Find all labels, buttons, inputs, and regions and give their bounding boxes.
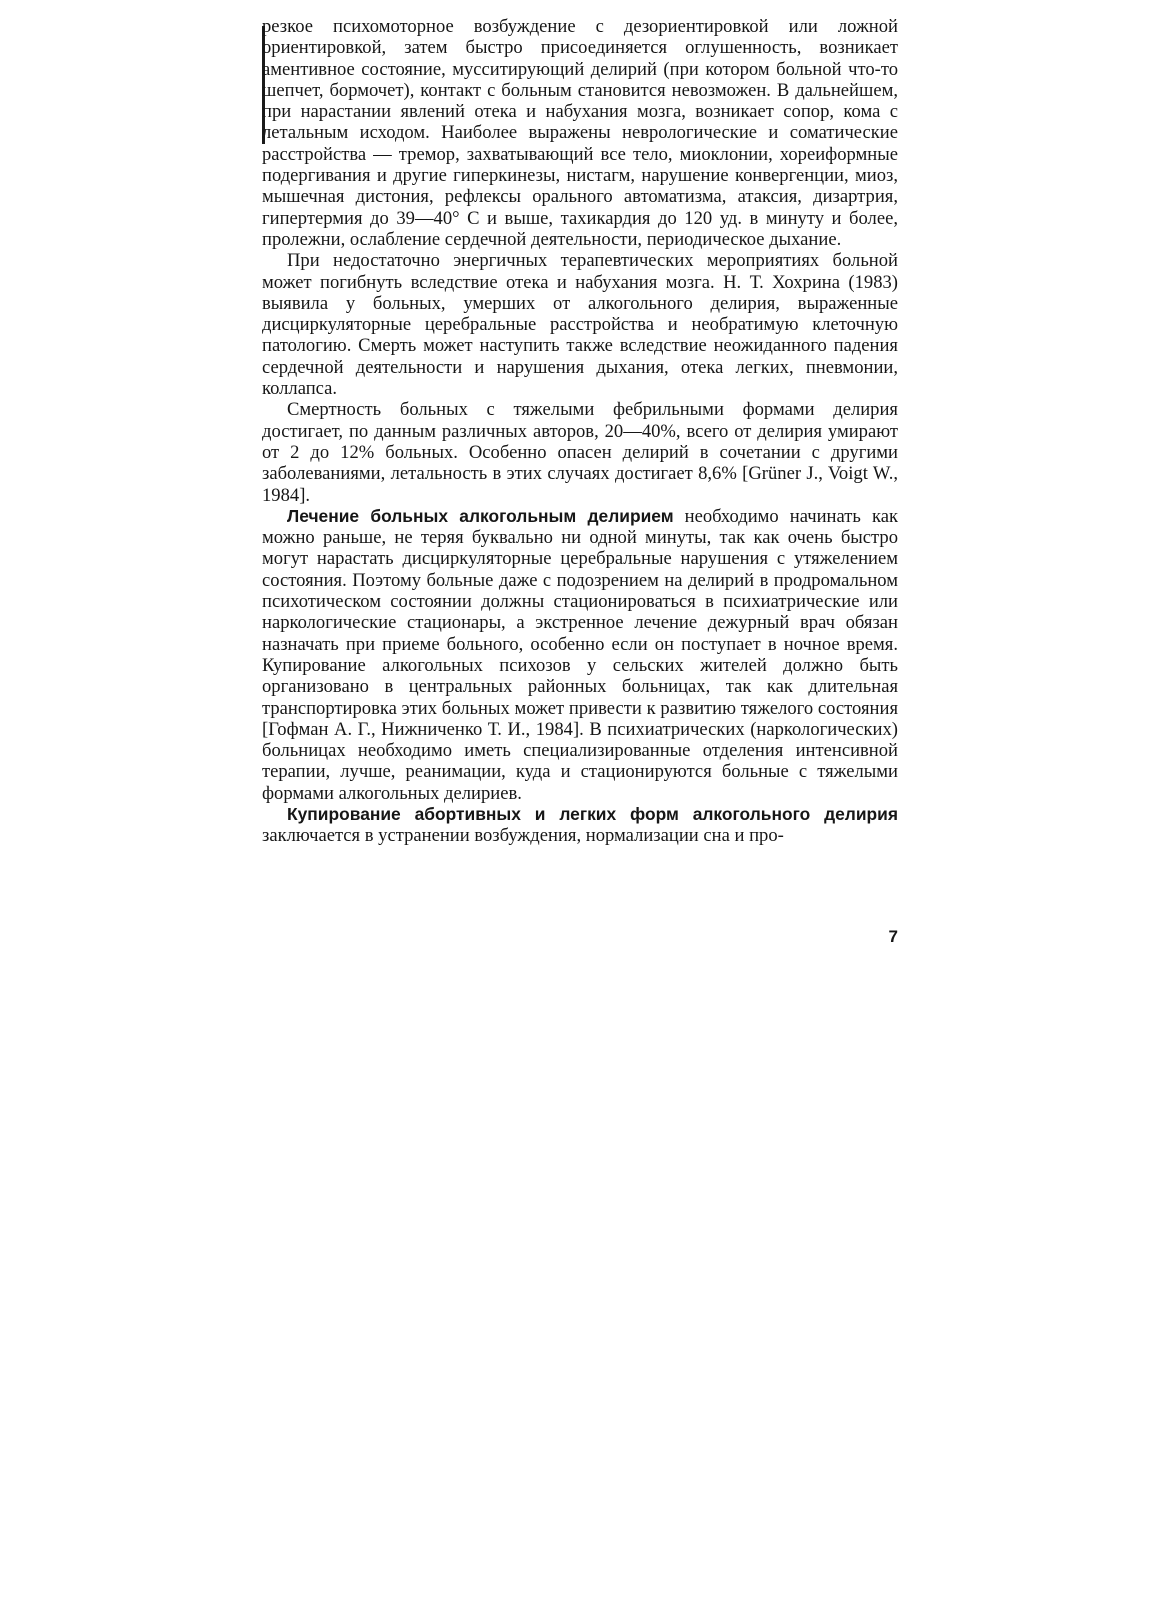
paragraph-continued	[262, 16, 898, 250]
paragraph-text: резкое психомоторное возбуждение с дезориентировкой или ложной ориентировкой, затем быстро присоединяется оглушенность, возникает аментивное состояние, мусситирующий делирий (при котором больной что-то шепчет, бормочет), контакт с больным становится невозможен. В дальнейшем, при нарастании явлений отека и набухания мозга, возникает сопор, кома с летальным исходом. Наиболее выражены неврологические и соматические расстройства — тремор, захватывающий все тело, миоклонии, хореиформные подергивания и другие гиперкинезы, нистагм, нарушение конвергенции, миоз, мышечная дистония, рефлексы орального автоматизма, атаксия, дизартрия, гипертермия до 39—40° С и выше, тахикардия до 120 уд. в минуту и более, пролежни, ослабление сердечной деятельности, периодическое дыхание.	[262, 16, 898, 250]
paragraph-text: Смертность больных с тяжелыми фебрильными формами делирия достигает, по данным различных авторов, 20—40%, всего от делирия умирают от 2 до 12% больных. Особенно опасен делирий в сочетании с другими заболеваниями, летальность в этих случаях достигает 8,6% [Grüner J., Voigt W., 1984].	[262, 399, 898, 506]
paragraph-text: заключается в устранении возбуждения, нормализации сна и про-	[262, 825, 784, 847]
body-text	[262, 16, 898, 847]
paragraph-text: При недостаточно энергичных терапевтических мероприятиях больной может погибнуть вследствие отека и набухания мозга. Н. Т. Хохрина (1983) выявила у больных, умерших от алкогольного делирия, выраженные дисциркуляторные церебральные расстройства и необратимую клеточную патологию. Смерть может наступить также вследствие неожиданного падения сердечной деятельности и нарушения дыхания, отека легких, пневмонии, коллапса.	[262, 250, 898, 400]
paragraph-lead-heading: Купирование абортивных и легких форм алкогольного делирия	[287, 803, 898, 824]
paragraph-text: необходимо начинать как можно раньше, не теряя буквально ни одной минуты, так как очень быстро могут нарастать дисциркуляторные церебральные нарушения с утяжелением состояния. Поэтому больные даже с подозрением на делирий в продромальном психотическом состоянии должны стационироваться в психиатрические или наркологические стационары, а экстренное лечение дежурный врач обязан назначать при приеме больного, особенно если он поступает в ночное время. Купирование алкогольных психозов у сельских жителей должно быть организовано в центральных районных больницах, так как длительная транспортировка этих больных может привести к развитию тяжелого состояния [Гофман А. Г., Нижниченко Т. И., 1984]. В психиатрических (наркологических) больницах необходимо иметь специализированные отделения интенсивной терапии, лучше, реанимации, куда и стационируются больные с тяжелыми формами алкогольных делириев.	[262, 505, 898, 804]
paragraph	[262, 399, 898, 505]
paragraph-treatment	[262, 506, 898, 804]
paragraph-abortive-forms	[262, 804, 898, 847]
page-number: 7	[888, 927, 898, 946]
paragraph	[262, 250, 898, 399]
paragraph-lead-heading: Лечение больных алкогольным делирием	[287, 505, 674, 526]
